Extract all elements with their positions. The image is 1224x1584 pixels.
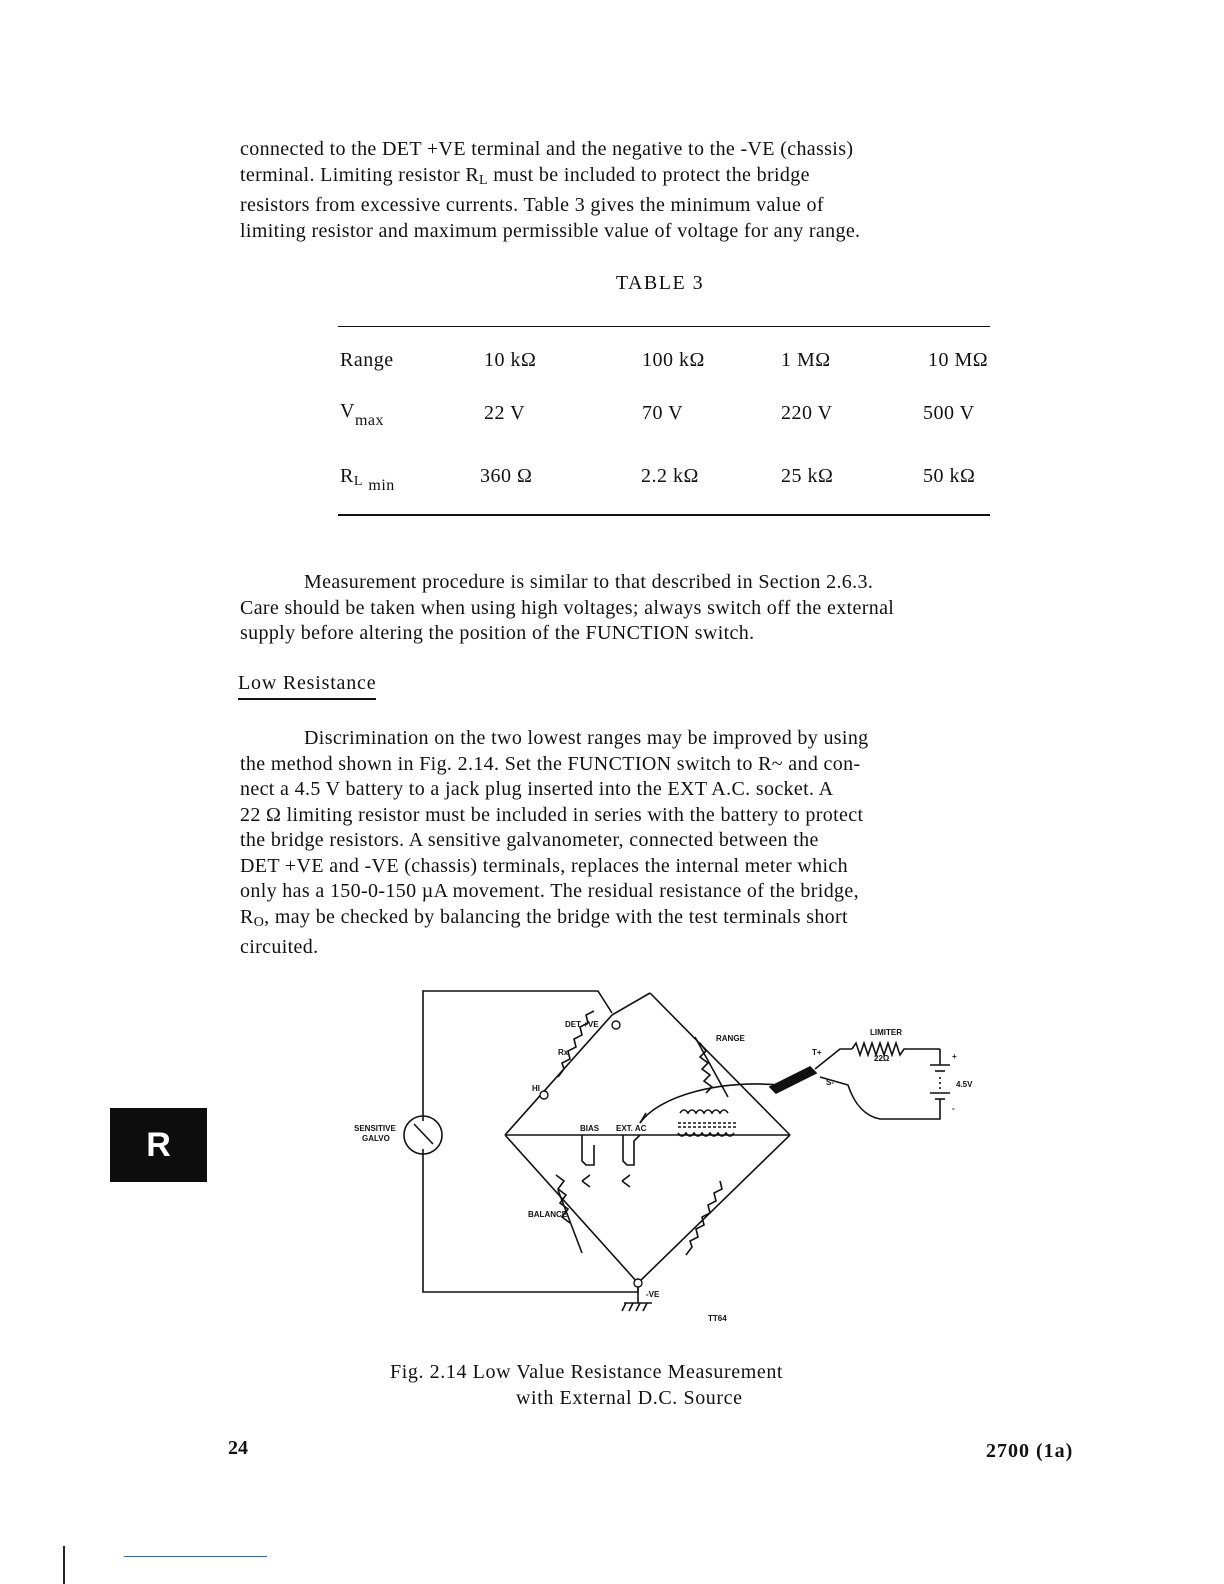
lr-line-5: the bridge resistors. A sensitive galvanometer, connected between the xyxy=(240,829,819,851)
lr-line-4: 22 Ω limiting resistor must be included in series with the battery to protect xyxy=(240,803,864,826)
table-cell: 10 MΩ xyxy=(928,349,989,371)
circuit-diagram xyxy=(340,985,980,1330)
lr-line-8-b: , may be checked by balancing the bridge with the test terminals short xyxy=(264,905,848,928)
ext-ac-socket xyxy=(623,1135,640,1165)
rl-min-subscript: min xyxy=(368,477,395,494)
procedure-line-2: Care should be taken when using high voltages; always switch off the external xyxy=(240,596,895,619)
intro-line-2-sub: L xyxy=(479,172,488,188)
caption-line-2: with External D.C. Source xyxy=(516,1386,743,1409)
label-bias: BIAS xyxy=(580,1124,600,1133)
table-row-label-range: Range xyxy=(340,349,394,371)
resistor-limiter xyxy=(852,1043,940,1055)
intro-line-1: connected to the DET +VE terminal and the negative to the -VE (chassis) xyxy=(240,138,854,160)
procedure-paragraph xyxy=(240,570,1088,647)
intro-paragraph xyxy=(240,137,1088,244)
document-code: 2700 (1a) xyxy=(986,1440,1074,1462)
label-t-plus: T+ xyxy=(812,1048,822,1057)
vmax-symbol: V xyxy=(340,400,355,422)
table-bottom-rule xyxy=(338,514,990,516)
table-cell: 10 kΩ xyxy=(484,349,537,371)
label-ext-ac: EXT. AC xyxy=(616,1124,647,1133)
table-cell: 70 V xyxy=(642,402,684,424)
lr-line-8 xyxy=(240,905,1088,936)
table-cell: 360 Ω xyxy=(480,465,533,487)
lr-line-7: only has a 150-0-150 µA movement. The residual resistance of the bridge, xyxy=(240,880,859,902)
label-range: RANGE xyxy=(716,1034,745,1043)
procedure-line-3: supply before altering the position of the FUNCTION switch. xyxy=(240,622,755,644)
label-rx: Rx xyxy=(558,1048,569,1057)
lr-line-9: circuited. xyxy=(240,936,319,958)
balance-wiper xyxy=(558,1190,582,1253)
table-row-label-rlmin xyxy=(340,465,395,495)
wire-galvo-top xyxy=(423,991,612,1121)
page-number: 24 xyxy=(228,1437,248,1459)
wire-galvo-bottom xyxy=(423,1149,638,1292)
table-title: TABLE 3 xyxy=(615,272,705,294)
intro-line-2-b: must be included to protect the bridge xyxy=(487,163,810,186)
scan-blue-line xyxy=(124,1556,267,1557)
lr-line-1: Discrimination on the two lowest ranges may be improved by using xyxy=(304,727,869,749)
table-cell: 500 V xyxy=(923,402,975,424)
label-balance: BALANCE xyxy=(528,1210,568,1219)
label-battery-plus: + xyxy=(952,1052,957,1061)
vmax-subscript: max xyxy=(354,412,384,429)
label-limiter: LIMITER xyxy=(870,1028,902,1037)
scan-margin-mark xyxy=(63,1546,65,1584)
intro-line-2-a: terminal. Limiting resistor R xyxy=(240,163,480,186)
ro-symbol: R xyxy=(240,905,254,928)
bridge-edge-top-left-upper xyxy=(612,993,650,1015)
bias-socket xyxy=(582,1135,594,1165)
section-heading: Low Resistance xyxy=(238,672,376,700)
low-resistance-paragraph xyxy=(240,726,1088,961)
lr-line-6: DET +VE and -VE (chassis) terminals, replaces the internal meter which xyxy=(240,854,848,877)
wire-s-minus xyxy=(820,1077,940,1119)
hi-terminal xyxy=(540,1091,548,1099)
table-cell: 1 MΩ xyxy=(781,349,831,371)
table-cell: 100 kΩ xyxy=(642,349,705,371)
neg-ve-terminal xyxy=(634,1279,642,1287)
table-cell: 25 kΩ xyxy=(781,465,834,487)
rl-subscript: L xyxy=(353,474,363,489)
label-det-ve: DET +VE xyxy=(565,1020,599,1029)
bridge-edge-bottom-right xyxy=(638,1135,790,1283)
table-cell: 2.2 kΩ xyxy=(641,465,699,487)
label-limiter-value: 22Ω xyxy=(874,1054,890,1063)
lr-line-2: the method shown in Fig. 2.14. Set the FUNCTION switch to R~ and con- xyxy=(240,752,861,775)
galvanometer-circle xyxy=(404,1116,442,1154)
table-cell: 22 V xyxy=(484,402,526,424)
lr-line-3: nect a 4.5 V battery to a jack plug inserted into the EXT A.C. socket. A xyxy=(240,778,834,800)
label-neg-ve: -VE xyxy=(646,1290,660,1299)
label-fig-id: TT64 xyxy=(708,1314,727,1323)
intro-line-2 xyxy=(240,163,1088,194)
rl-symbol: R xyxy=(340,465,354,487)
label-hi: HI xyxy=(532,1084,540,1093)
label-battery: 4.5V xyxy=(956,1080,973,1089)
table-cell: 220 V xyxy=(781,402,833,424)
table-top-rule xyxy=(338,326,990,327)
label-battery-minus: - xyxy=(952,1104,955,1113)
table-cell: 50 kΩ xyxy=(923,465,976,487)
section-tab: R xyxy=(110,1108,207,1182)
galvanometer-needle xyxy=(414,1124,433,1144)
det-ve-terminal xyxy=(612,1021,620,1029)
label-galvo: GALVO xyxy=(362,1134,390,1143)
ro-subscript: O xyxy=(253,914,265,930)
transformer-primary xyxy=(680,1110,728,1113)
intro-line-4: limiting resistor and maximum permissible value of voltage for any range. xyxy=(240,219,861,242)
label-sensitive: SENSITIVE xyxy=(354,1124,396,1133)
bridge-edge-bottom-left xyxy=(505,1135,638,1283)
label-s-minus: S- xyxy=(826,1078,834,1087)
jack-plug xyxy=(770,1067,816,1093)
procedure-line-1: Measurement procedure is similar to that described in Section 2.6.3. xyxy=(304,571,874,593)
intro-line-3: resistors from excessive currents. Table 3 gives the minimum value of xyxy=(240,194,824,216)
caption-line-1: Fig. 2.14 Low Value Resistance Measurement xyxy=(390,1361,784,1383)
table-row-label-vmax xyxy=(340,400,384,430)
figure-caption xyxy=(390,1360,783,1411)
